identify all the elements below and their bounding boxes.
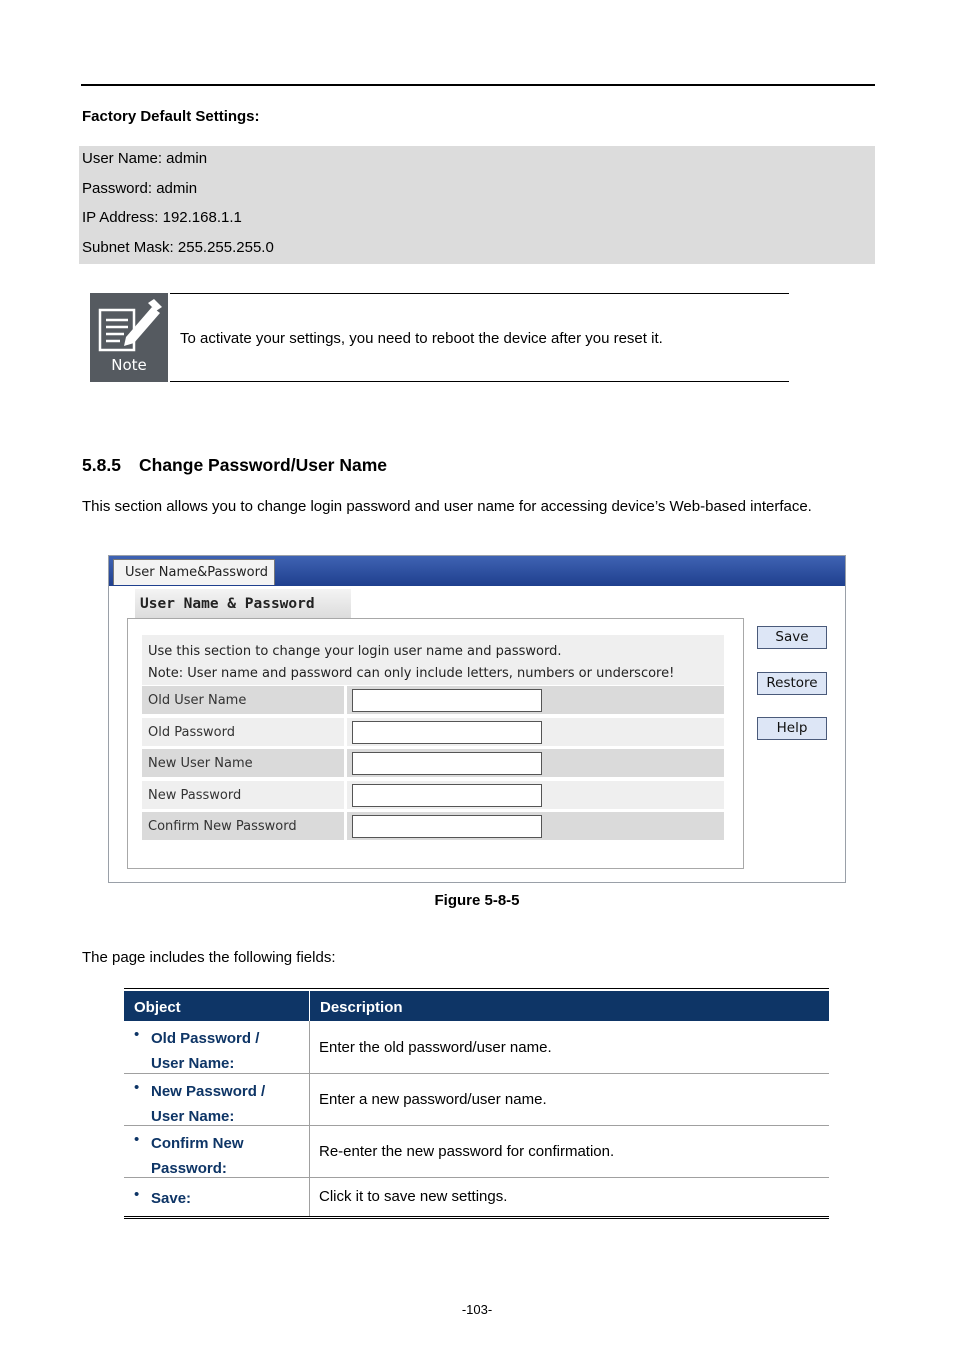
note-icon — [90, 293, 168, 382]
new-password-label: New Password — [142, 781, 344, 809]
help-button[interactable]: Help — [757, 717, 827, 740]
table-row — [124, 1074, 829, 1126]
bullet-icon: • — [134, 1131, 140, 1148]
description-cell: Re-enter the new password for confirmation. — [319, 1143, 615, 1160]
note-text: To activate your settings, you need to reboot the device after you reset it. — [180, 330, 663, 347]
factory-subnet-mask: Subnet Mask: 255.255.255.0 — [82, 239, 274, 256]
table-row — [124, 1021, 829, 1074]
old-user-name-label: Old User Name — [142, 686, 344, 714]
section-intro: This section allows you to change login password and user name for accessing device’s Web-based interface. — [82, 498, 812, 515]
info-note-line: Note: User name and password can only include letters, numbers or underscore! — [148, 666, 675, 681]
header-divider — [309, 991, 310, 1021]
panel-title: User Name & Password — [135, 589, 351, 618]
factory-username: User Name: admin — [82, 150, 208, 167]
confirm-password-label: Confirm New Password — [142, 812, 344, 840]
bullet-icon: • — [134, 1079, 140, 1096]
old-password-row — [142, 718, 724, 746]
new-user-name-row — [142, 749, 724, 777]
description-cell: Enter a new password/user name. — [319, 1091, 547, 1108]
note-label: Note — [111, 356, 147, 374]
object-cell: Confirm New Password: — [151, 1135, 244, 1177]
factory-defaults-heading: Factory Default Settings: — [82, 108, 260, 125]
object-cell: New Password / User Name: — [151, 1083, 266, 1125]
note-top-rule — [170, 293, 789, 294]
confirm-password-row — [142, 812, 724, 840]
table-row — [124, 1178, 829, 1217]
title-bar — [109, 556, 845, 586]
page-number: -103- — [461, 1302, 493, 1317]
factory-defaults-box — [79, 146, 875, 264]
figure-caption: Figure 5-8-5 — [434, 892, 520, 909]
restore-button[interactable]: Restore — [757, 672, 827, 695]
new-password-input[interactable] — [352, 784, 542, 807]
info-box — [142, 635, 724, 685]
table-bottom-rule — [124, 1216, 829, 1219]
factory-ip-address: IP Address: 192.168.1.1 — [82, 209, 242, 226]
description-cell: Enter the old password/user name. — [319, 1039, 552, 1056]
bullet-icon: • — [134, 1026, 140, 1043]
table-row — [124, 1126, 829, 1178]
old-password-label: Old Password — [142, 718, 344, 746]
note-bottom-rule — [170, 381, 789, 382]
header-object: Object — [134, 999, 181, 1016]
header-description: Description — [320, 999, 403, 1016]
tab-user-name-password[interactable]: User Name&Password — [113, 559, 275, 585]
fields-intro: The page includes the following fields: — [82, 949, 336, 966]
old-user-name-row — [142, 686, 724, 714]
description-cell: Click it to save new settings. — [319, 1188, 508, 1205]
new-password-row — [142, 781, 724, 809]
factory-password: Password: admin — [82, 180, 198, 197]
new-user-name-input[interactable] — [352, 752, 542, 775]
table-top-rule — [124, 988, 829, 989]
settings-screenshot — [108, 555, 846, 883]
section-title: Change Password/User Name — [139, 455, 388, 475]
confirm-password-input[interactable] — [352, 815, 542, 838]
section-heading — [82, 455, 387, 476]
old-password-input[interactable] — [352, 721, 542, 744]
old-user-name-input[interactable] — [352, 689, 542, 712]
table-header — [124, 991, 829, 1021]
object-cell: Old Password / User Name: — [151, 1030, 260, 1072]
new-user-name-label: New User Name — [142, 749, 344, 777]
top-rule — [81, 84, 875, 86]
save-button[interactable]: Save — [757, 626, 827, 649]
info-line: Use this section to change your login user name and password. — [148, 644, 562, 659]
bullet-icon: • — [134, 1186, 140, 1203]
object-cell: Save: — [151, 1190, 192, 1207]
section-number: 5.8.5 — [82, 455, 121, 475]
